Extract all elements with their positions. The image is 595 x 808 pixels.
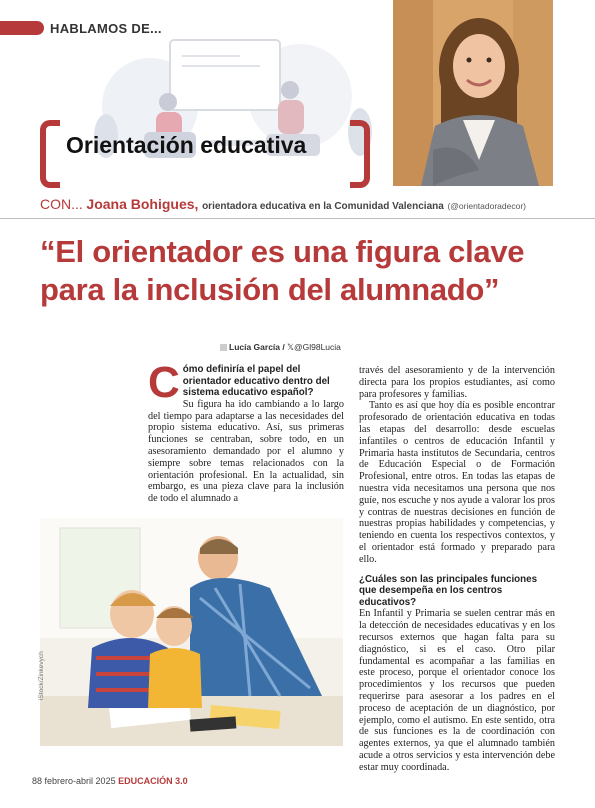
byline-prefix: CON... — [40, 196, 83, 212]
interviewee-description: orientadora educativa en la Comunidad Valenciana — [202, 201, 444, 212]
author-handle: @Gl98Lucia — [293, 342, 341, 352]
magazine-name: EDUCACIÓN 3.0 — [118, 776, 188, 786]
interviewee-byline — [40, 196, 580, 212]
section-label: HABLAMOS DE... — [50, 21, 162, 36]
portrait-photo — [393, 0, 553, 186]
section-title-box — [40, 120, 370, 178]
bracket-left-decoration — [40, 120, 60, 188]
page-footer — [32, 776, 188, 786]
photo-credit: iStock/Zinkevych — [38, 651, 45, 700]
divider-rule — [0, 218, 595, 219]
article-column-left — [148, 358, 344, 505]
question-2: ¿Cuáles son las principales funciones que desempeña en los centros educativos? — [359, 573, 538, 608]
author-credit — [220, 342, 341, 353]
x-logo-icon: 𝕏 — [287, 342, 294, 352]
bracket-right-decoration — [350, 120, 370, 188]
question-1-text: ómo definiría el papel del orientador educativo dentro del sistema educativo español? — [182, 364, 330, 399]
answer-1-paragraph-2: Tanto es así que hoy día es posible encontrar profesorado de orientación educativa en todas las etapas del desarrollo: desde escuelas infantiles o centros de educación Infantil y Primaria hasta institutos de Secundaria, centros de Educación Especial o de Formación Profesional, entre otros. En todas las etapas de nuestra vida necesitamos una persona que nos guíe, nos escuche y nos ayude a valorar los pros y contras de nuestras decisiones en función de nuestras propias habilidades y competencias, y teniendo en cuenta los respectivos contextos, y el orientador está formado y preparado para ello. — [359, 400, 555, 565]
author-name: Lucía García / — [229, 342, 285, 352]
question-1 — [148, 358, 344, 407]
page-number: 88 — [32, 776, 43, 786]
author-square-icon — [220, 344, 227, 351]
interviewee-name: Joana Bohigues, — [86, 196, 199, 212]
answer-1-paragraph: Su figura ha ido cambiando a lo largo del tiempo para adaptarse a las necesidades del propio sistema educativo. Así, sus primeras funciones se centraban, sobre todo, en un asesoramiento demandado por el alumno y siempre sobre temas relacionados con la orientación profesional. En la actualidad, sin embargo, es una pieza clave para la inclusión de todo el alumnado a — [148, 398, 344, 505]
dropcap: C — [148, 358, 180, 407]
interviewee-handle: (@orientadoradecor) — [447, 201, 526, 211]
classroom-photo — [40, 518, 343, 746]
answer-2-paragraph: En Infantil y Primaria se suelen centrar más en la detección de necesidades educativas y en los recursos externos que hagan falta para su diagnóstico, si es el caso. Otro pilar fundamental es acompañar a las familias en este proceso, porque el orientador conoce los procedimientos y los recursos que pueden requerirse para asesorar a los padres en el proceso de aceptación de un diagnóstico, por ejemplo, como el autismo. En este sentido, otra de sus funciones es la de coordinación con agentes externos, ya que el alumnado también acude a otros servicios y esta intervención debe estar muy coordinada. — [359, 608, 555, 773]
section-title: Orientación educativa — [66, 132, 307, 158]
answer-1-continuation: través del asesoramiento y de la intervención directa para los propios estudiantes, así como para profesores y familias. — [359, 365, 555, 400]
section-tab-bar — [0, 21, 44, 35]
issue-date: febrero-abril 2025 — [44, 776, 116, 786]
article-column-right — [359, 365, 555, 773]
headline: “El orientador es una figura clave para la inclusión del alumnado” — [40, 234, 525, 307]
